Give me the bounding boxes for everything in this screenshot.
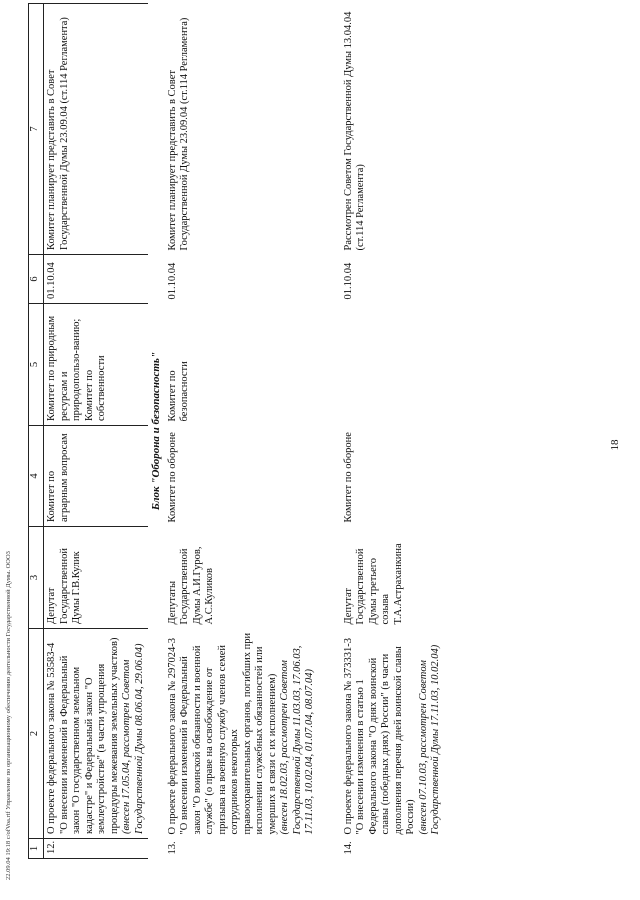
row-date: 01.10.04 xyxy=(44,255,149,304)
row-number: 12. xyxy=(44,839,149,859)
row-note: (внесен 18.02.03, рассмотрен Советом Государственной Думы 11.03.03, 17.06.03, 17.11.03, 10.02.04, 01.07.04, 08.07.04) xyxy=(279,645,315,835)
row-date: 01.10.04 xyxy=(166,262,178,300)
header-col-5: 5 xyxy=(29,304,44,426)
row-title: О проекте федерального закона № 373331-3 "О внесении изменения в статью 1 Федерального закона "О днях воинской славы (победных днях) России" (в части дополнения перечня дней воинской славы России) xyxy=(342,637,416,835)
row-co-committee: Комитет по природным ресурсам и природопользо-ванию; Комитет по собственности xyxy=(44,304,149,426)
row-title-cell xyxy=(165,629,319,839)
row-committee: Комитет по обороне xyxy=(166,432,178,523)
header-col-7: 7 xyxy=(29,4,44,255)
header-col-2: 2 xyxy=(29,629,44,839)
row-spacer xyxy=(319,4,341,859)
header-col-3: 3 xyxy=(29,527,44,629)
row-committee: Комитет по обороне xyxy=(342,432,354,523)
row-title-cell xyxy=(44,629,149,839)
footer-text: 22.09.04 19:18 c/ofVoa.rtf Управление по организационному обеспечению деятельности Государственной Думы. ООО3 xyxy=(5,551,12,880)
row-committee: Комитет по аграрным вопросам xyxy=(44,426,149,527)
row-author: Депутат Государственной Думы третьего созыва Т.А.Астраханкина xyxy=(342,543,404,625)
table-row xyxy=(341,4,445,859)
row-author: Депутат Государственной Думы Г.В.Кулик xyxy=(44,527,149,629)
page-number: 18 xyxy=(609,439,621,451)
block-title: Блок "Оборона и безопасность" xyxy=(150,351,162,511)
row-co-committee: Комитет по безопасности xyxy=(166,361,190,422)
row-note: (внесен 17.05.04, рассмотрен Советом Государственной Думы 08.06.04, 29.06.04) xyxy=(121,643,145,834)
header-col-1: 1 xyxy=(29,839,44,859)
row-status: Рассмотрен Советом Государственной Думы 13.04.04 (ст.114 Регламента) xyxy=(342,11,366,251)
row-author: Депутаты Государственной Думы А.И.Гуров, А.С.Куликов xyxy=(166,546,215,625)
row-number: 13. xyxy=(166,841,178,855)
row-co-committee xyxy=(341,304,445,426)
block-heading-row xyxy=(148,4,165,859)
row-title: О проекте федерального закона № 297024-3 "О внесении изменений в Федеральный закон "О воинской обязанности и военной службе" (о праве на освобождение от призыва на военную службу членов семей сотрудников некоторых правоохранительных органов, погибших при исполнении служебных обязанностей или умерших в связи с их исполнением) xyxy=(166,632,278,835)
row-title-cell xyxy=(341,629,445,839)
table-row xyxy=(44,4,149,859)
row-title: О проекте федерального закона № 53583-4 "О внесении изменений в Федеральный закон "О государственном земельном кадастре" и Федеральный закон "О землеустройстве" (в части упрощения процедуры межевания земельных участков) xyxy=(46,637,120,834)
row-status: Комитет планирует представить в Совет Государственной Думы 23.09.04 (ст.114 Регламента) xyxy=(44,4,149,255)
header-col-4: 4 xyxy=(29,426,44,527)
header-col-6: 6 xyxy=(29,255,44,304)
row-note: (внесен 07.10.03, рассмотрен Советом Государственной Думы 17.11.03, 10.02.04) xyxy=(417,644,441,835)
row-date: 01.10.04 xyxy=(342,262,354,300)
row-status: Комитет планирует представить в Совет Государственной Думы 23.09.04 (ст.114 Регламента) xyxy=(166,17,190,251)
header-row xyxy=(29,4,44,859)
agenda-table xyxy=(28,3,445,859)
row-number: 14. xyxy=(342,841,354,855)
table-row xyxy=(165,4,319,859)
